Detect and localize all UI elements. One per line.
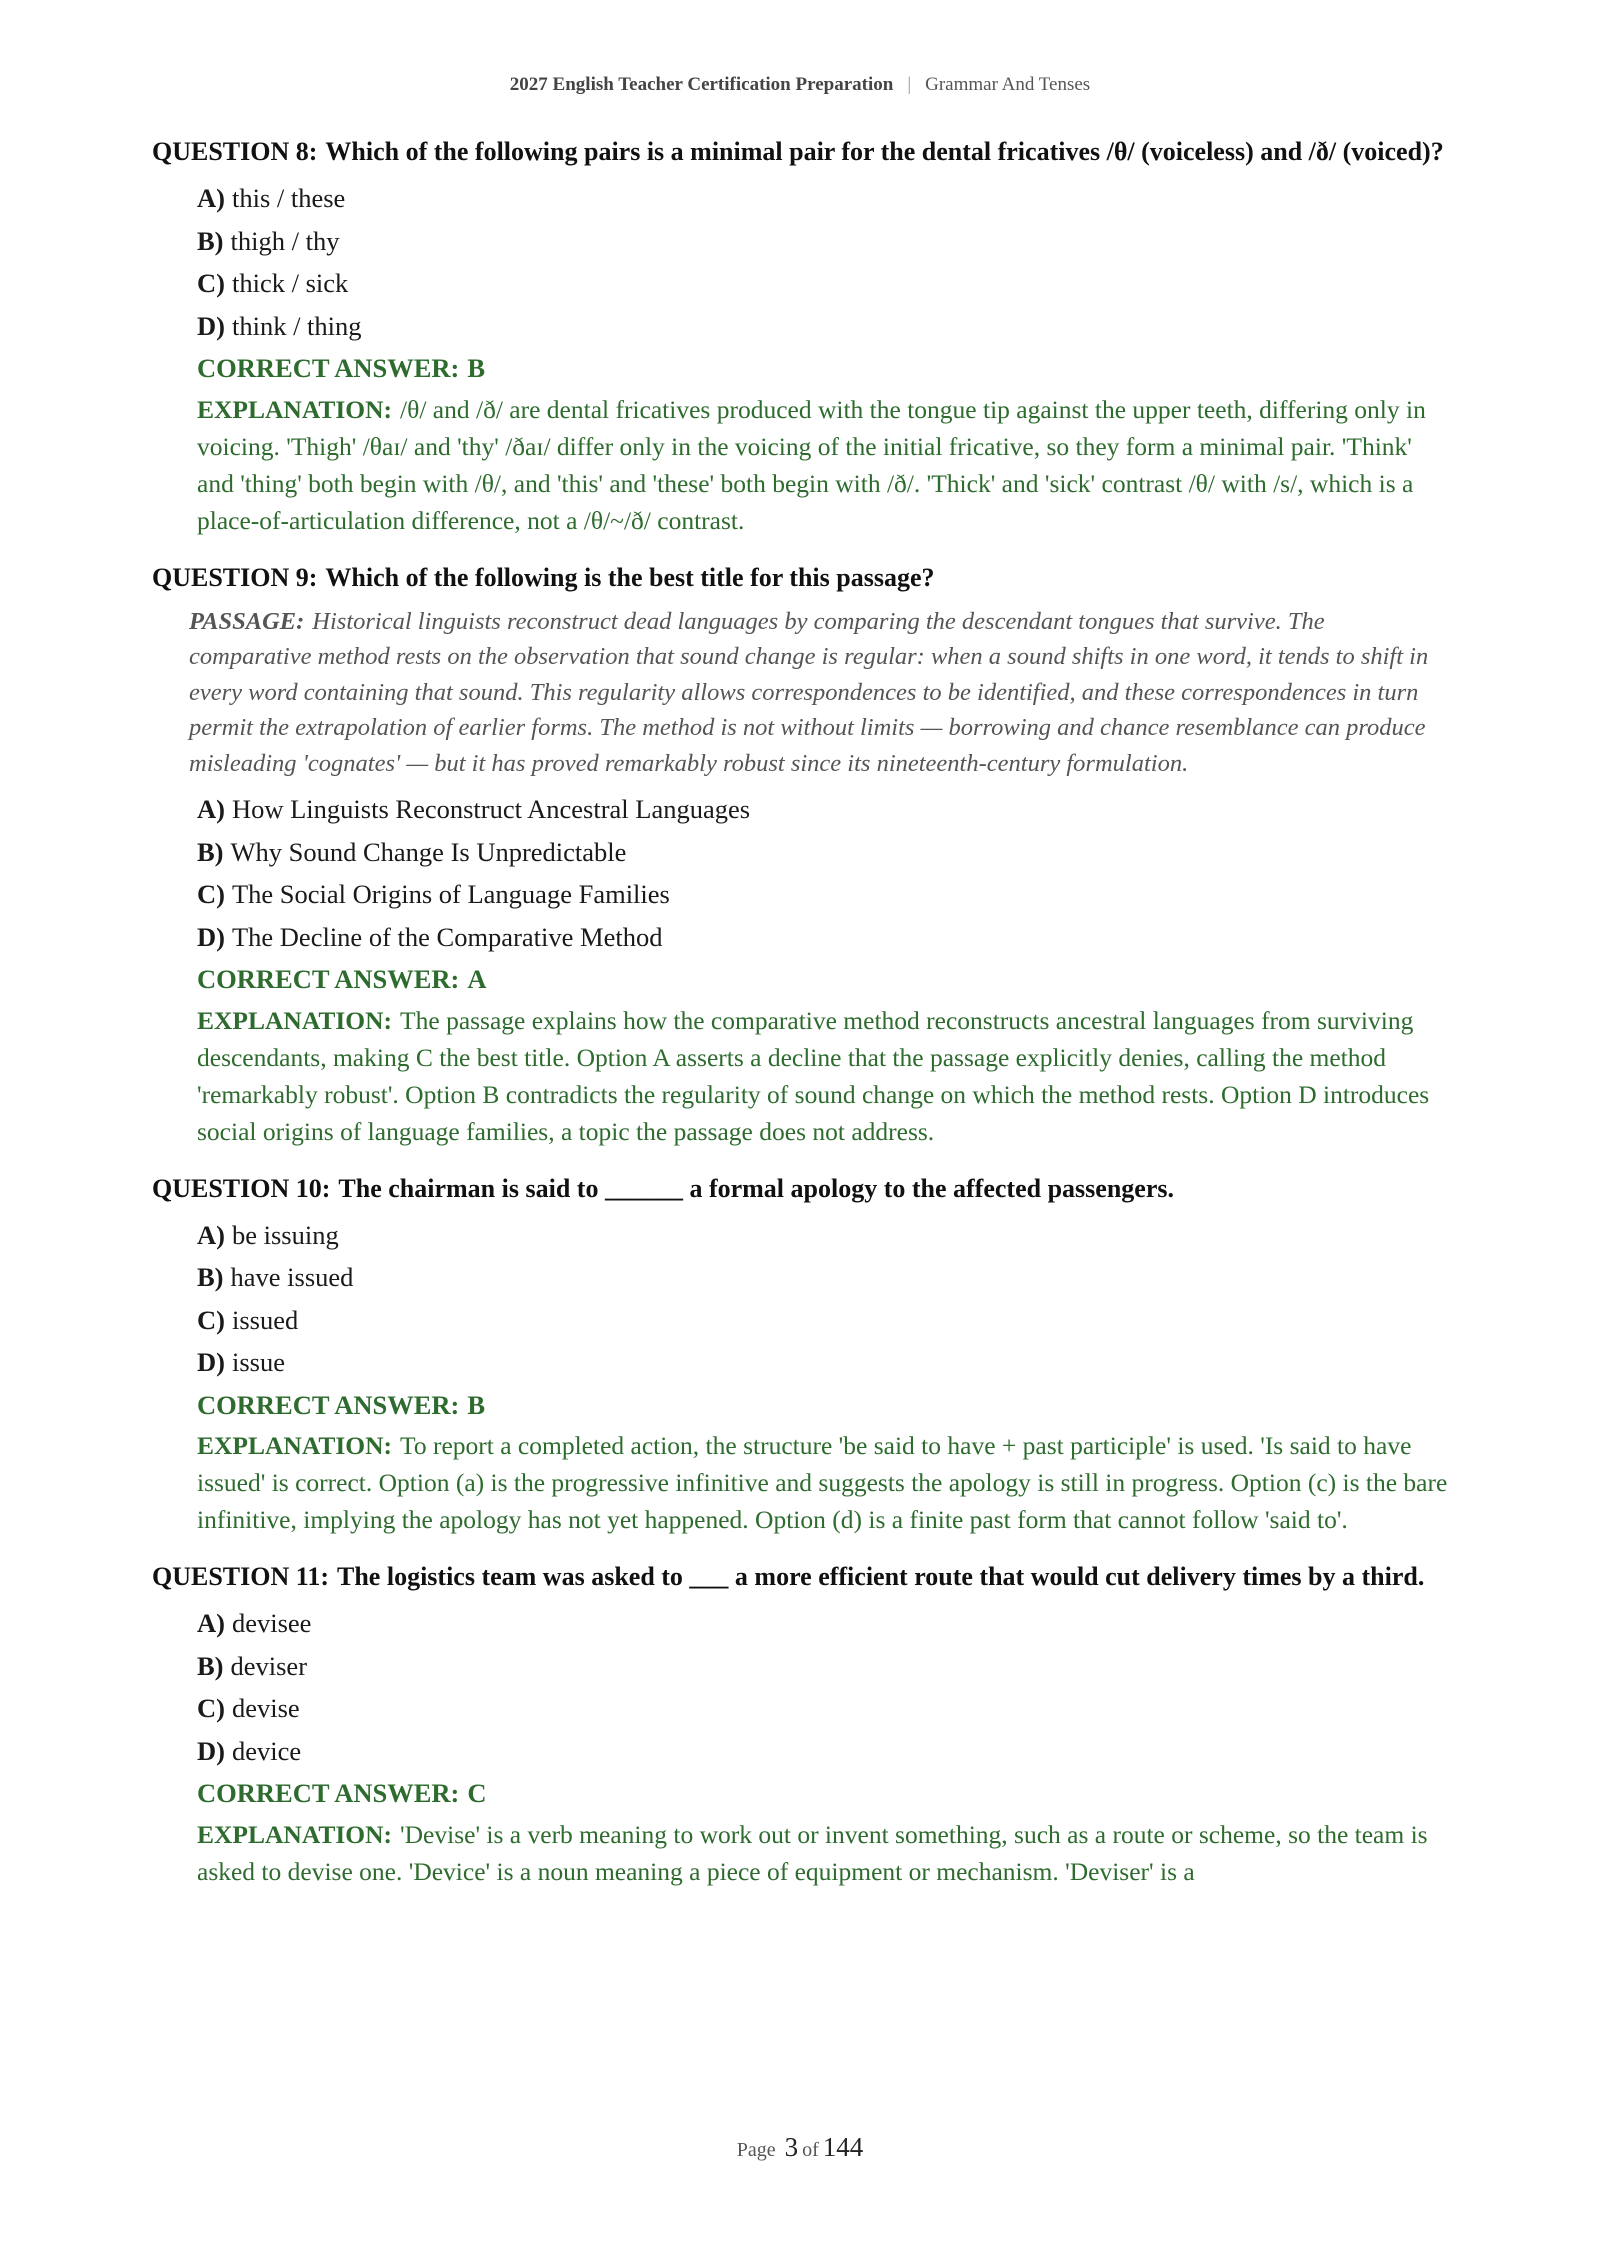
page-total-number: 144: [822, 2132, 864, 2162]
option-text: have issued: [230, 1262, 354, 1292]
explanation-text: The passage explains how the comparative method reconstructs ancestral languages from surviving descendants, making C the best title. Option A asserts a decline that the passage explicitly denies, calling the method 'remarkably robust'. Option B contradicts the regularity of sound change on which the method rests. Option D introduces social origins of language families, a topic the passage does not address.: [197, 1005, 1430, 1146]
question-number: QUESTION 11:: [152, 1562, 329, 1591]
correct-answer: [197, 958, 1452, 1001]
option-letter: B): [197, 1650, 224, 1681]
option-letter: A): [197, 794, 225, 824]
explanation-label: EXPLANATION:: [197, 1005, 393, 1035]
option-letter: B): [197, 1262, 224, 1292]
option-letter: B): [197, 836, 224, 867]
question-number: QUESTION 8:: [152, 137, 318, 166]
options-list: [197, 177, 1452, 347]
page-footer: [0, 2132, 1600, 2163]
question-text: [152, 559, 1452, 596]
explanation: [197, 1002, 1452, 1150]
question-stem: Which of the following pairs is a minimal pair for the dental fricatives /θ/ (voiceless) and /ð/ (voiced)?: [325, 137, 1444, 166]
correct-answer-value: C: [467, 1778, 487, 1808]
header-separator: |: [907, 74, 912, 95]
option-letter: D): [197, 921, 225, 952]
option-text: be issuing: [231, 1219, 339, 1250]
page-word: Page: [736, 2139, 776, 2161]
option-item: [197, 1256, 1452, 1299]
page-current-number: 3: [784, 2132, 799, 2162]
option-item: [197, 305, 1452, 348]
option-text: The Decline of the Comparative Method: [231, 921, 663, 952]
explanation-label: EXPLANATION:: [197, 1431, 393, 1460]
option-text: think / thing: [231, 310, 362, 341]
option-text: How Linguists Reconstruct Ancestral Languages: [231, 794, 751, 824]
option-item: [197, 262, 1452, 305]
option-text: Why Sound Change Is Unpredictable: [230, 836, 627, 867]
option-item: [197, 1645, 1452, 1688]
option-letter: D): [197, 1347, 225, 1377]
correct-answer: [197, 1384, 1452, 1427]
correct-answer-label: CORRECT ANSWER:: [197, 1389, 460, 1420]
options-list: [197, 788, 1452, 958]
correct-answer: [197, 1772, 1452, 1815]
explanation-label: EXPLANATION:: [197, 394, 393, 424]
options-list: [197, 1602, 1452, 1772]
option-letter: D): [197, 310, 225, 341]
option-item: [197, 831, 1452, 874]
explanation-label: EXPLANATION:: [197, 1819, 393, 1849]
option-text: devisee: [231, 1608, 312, 1638]
correct-answer-value: B: [467, 1389, 486, 1420]
explanation: [197, 1427, 1452, 1538]
question-block: [152, 559, 1452, 1150]
question-block: [152, 1558, 1452, 1890]
option-letter: A): [197, 183, 225, 213]
header-topic: Grammar And Tenses: [925, 74, 1091, 95]
options-list: [197, 1214, 1452, 1384]
option-text: device: [231, 1735, 302, 1766]
correct-answer-value: B: [467, 353, 486, 383]
option-item: [197, 1730, 1452, 1773]
page-content: [152, 133, 1452, 1910]
option-item: [197, 1214, 1452, 1257]
header-series-title: 2027 English Teacher Certification Preparation: [509, 74, 894, 95]
explanation: [197, 391, 1452, 539]
question-stem: Which of the following is the best title for this passage?: [325, 562, 935, 592]
option-text: issue: [231, 1347, 285, 1377]
option-letter: D): [197, 1735, 225, 1766]
correct-answer-label: CORRECT ANSWER:: [197, 353, 460, 383]
option-text: this / these: [231, 183, 346, 213]
question-number: QUESTION 9:: [152, 562, 318, 592]
option-letter: B): [197, 225, 224, 256]
explanation-text: /θ/ and /ð/ are dental fricatives produced with the tongue tip against the upper teeth, differing only in voicing. 'Thigh' /θaɪ/ and 'thy' /ðaɪ/ differ only in the voicing of the initial fricative, so they form a minimal pair. 'Think' and 'thing' both begin with /θ/, and 'this' and 'these' both begin with /ð/. 'Thick' and 'sick' contrast /θ/ with /s/, which is a place-of-articulation difference, not a /θ/~/ð/ contrast.: [197, 394, 1426, 535]
option-item: [197, 220, 1452, 263]
question-stem: The chairman is said to ______ a formal apology to the affected passengers.: [338, 1173, 1174, 1203]
correct-answer-label: CORRECT ANSWER:: [197, 964, 460, 994]
option-letter: C): [197, 268, 225, 298]
question-text: [152, 1558, 1452, 1595]
question-number: QUESTION 10:: [152, 1173, 331, 1203]
page-of-word: of: [802, 2139, 819, 2161]
option-item: [197, 1687, 1452, 1730]
passage-label: PASSAGE:: [189, 607, 305, 635]
reading-passage: [189, 604, 1452, 782]
passage-text: Historical linguists reconstruct dead languages by comparing the descendant tongues that survive. The comparative method rests on the observation that sound change is regular: when a sound shifts in one word, it tends to shift in every word containing that sound. This regularity allows correspondences to be identified, and these correspondences in turn permit the extrapolation of earlier forms. The method is not without limits — borrowing and chance resemblance can produce misleading 'cognates' — but it has proved remarkably robust since its nineteenth-century formulation.: [189, 607, 1429, 777]
option-item: [197, 788, 1452, 831]
option-item: [197, 1341, 1452, 1384]
option-text: thick / sick: [231, 268, 349, 298]
page-header: [0, 74, 1600, 96]
option-text: deviser: [230, 1650, 308, 1681]
question-text: [152, 133, 1452, 170]
option-text: The Social Origins of Language Families: [231, 879, 670, 909]
option-item: [197, 916, 1452, 959]
explanation: [197, 1816, 1452, 1890]
option-letter: C): [197, 1304, 225, 1335]
option-text: devise: [231, 1693, 300, 1723]
option-item: [197, 177, 1452, 220]
option-letter: A): [197, 1608, 225, 1638]
option-item: [197, 873, 1452, 916]
correct-answer-value: A: [467, 964, 487, 994]
explanation-text: To report a completed action, the structure 'be said to have + past participle' is used. 'Is said to have issued' is correct. Option (a) is the progressive infinitive and suggests the apology is still in progress. Option (c) is the bare infinitive, implying the apology has not yet happened. Option (d) is a finite past form that cannot follow 'said to'.: [197, 1431, 1448, 1534]
option-text: issued: [231, 1304, 299, 1335]
question-block: [152, 133, 1452, 539]
correct-answer-label: CORRECT ANSWER:: [197, 1778, 460, 1808]
question-text: [152, 1170, 1452, 1207]
question-block: [152, 1170, 1452, 1539]
option-letter: C): [197, 879, 225, 909]
option-text: thigh / thy: [230, 225, 340, 256]
correct-answer: [197, 347, 1452, 390]
option-item: [197, 1602, 1452, 1645]
explanation-text: 'Devise' is a verb meaning to work out or invent something, such as a route or scheme, so the team is asked to devise one. 'Device' is a noun meaning a piece of equipment or mechanism. 'Deviser' is a: [197, 1819, 1428, 1886]
question-stem: The logistics team was asked to ___ a more efficient route that would cut delivery times by a third.: [337, 1562, 1425, 1591]
option-letter: C): [197, 1693, 225, 1723]
option-item: [197, 1299, 1452, 1342]
option-letter: A): [197, 1219, 225, 1250]
